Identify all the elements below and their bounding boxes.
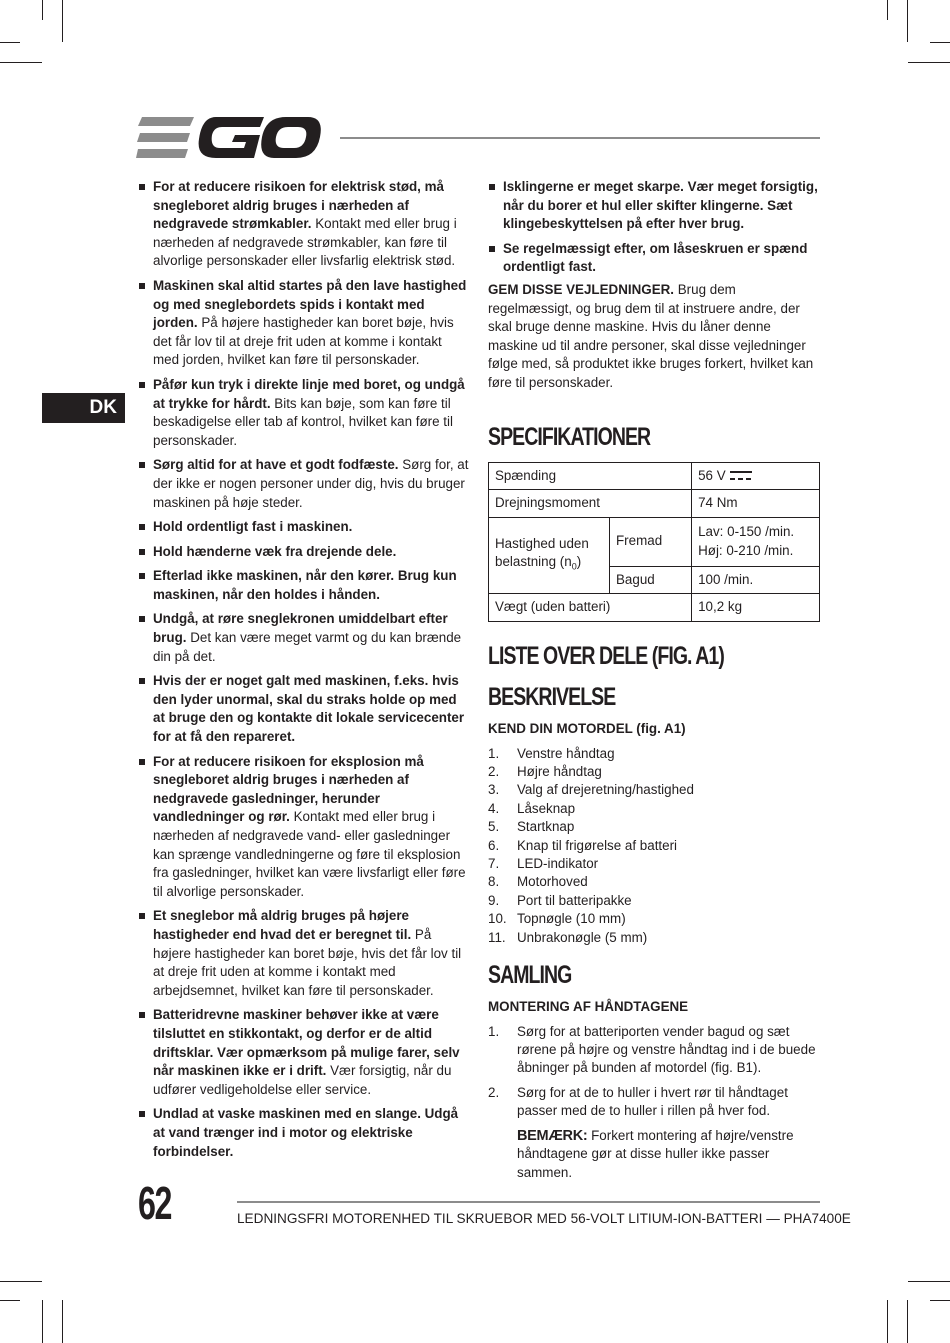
spec-table (488, 462, 820, 622)
bullet-square-icon (139, 462, 145, 468)
crop-mark (907, 1300, 908, 1343)
parts-list (488, 745, 820, 947)
bullet-square-icon (139, 759, 145, 765)
safety-bullet (488, 240, 820, 277)
item-text: LED-indikator (517, 855, 599, 871)
speed-label (489, 517, 610, 594)
item-text: Valg af drejeretning/hastighed (517, 782, 694, 798)
spec-heading: SPECIFIKATIONER (488, 422, 651, 451)
bullet-text: Sørg for, at der ikke er nogen personer under dig, hvis du bruger maskinen på høje steder. (153, 457, 469, 510)
crop-mark (887, 0, 888, 20)
item-number: 9. (488, 892, 500, 908)
safety-bullet-list-continued (488, 178, 820, 277)
voltage-value (692, 462, 820, 490)
torque-label: Drejningsmoment (489, 490, 692, 518)
item-number: 4. (488, 800, 500, 816)
item-text: Sørg for at batteriporten vender bagud og sæt rørene på højre og venstre håndtag ind i de buede åbninger på bunden af motordel (fig. B1). (517, 1023, 816, 1076)
safety-bullet (138, 178, 470, 271)
bullet-bold-text: Se regelmæssigt efter, om låseskruen er spænd ordentligt fast. (503, 240, 808, 275)
item-text: Topnøgle (10 mm) (517, 911, 626, 927)
list-item (488, 763, 820, 781)
crop-mark (0, 1281, 42, 1282)
bullet-text: Kontakt med eller brug i nærheden af nedgravede vand- eller gasledninger kan sprænge vandledningerne og føre til eksplosion fra gasledninger, hvilket kan være livsfarligt eller føre til alvorlige personskader. (153, 809, 466, 899)
item-number: 11. (488, 929, 506, 945)
parts-subheading: KEND DIN MOTORDEL (fig. A1) (488, 720, 686, 736)
bullet-square-icon (139, 549, 145, 555)
page-number: 62 (138, 1177, 172, 1229)
bullet-bold-text: Hold ordentligt fast i maskinen. (153, 519, 353, 535)
footer-rule (237, 1201, 820, 1203)
safety-bullet (138, 610, 470, 666)
safety-bullet (138, 277, 470, 370)
bullet-bold-text: For at reducere risikoen for eksplosion må snegleboret aldrig bruges i nærheden af nedgravede gasledninger, herunder vandledninger og rør. (153, 753, 424, 825)
voltage-value-text: 56 V (698, 467, 726, 483)
crop-mark (930, 1300, 950, 1301)
dc-symbol-icon (730, 470, 752, 482)
forward-label: Fremad (610, 517, 692, 566)
bullet-text: På højere hastigheder kan boret bøje, hvis det får lov til at dreje frit uden at komme i kontakt med arbejdsemnet, hvilket kan føre til personskader. (153, 926, 462, 998)
item-text: Port til batteripakke (517, 892, 632, 908)
footer-title: LEDNINGSFRI MOTORENHED TIL SKRUEBOR MED 56-VOLT LITIUM-ION-BATTERI — PHA7400E (237, 1211, 851, 1226)
safety-bullet (138, 543, 470, 562)
crop-mark (42, 0, 43, 20)
bullet-square-icon (139, 573, 145, 579)
list-item (488, 781, 820, 799)
table-row (489, 462, 820, 490)
bullet-bold-text: Isklingerne er meget skarpe. Vær meget forsigtig, når du borer et hul eller skifter klingerne. Sæt klingebeskyttelsen på efter hver brug. (503, 179, 818, 232)
list-item (488, 873, 820, 891)
torque-value: 74 Nm (692, 490, 820, 518)
left-column (138, 178, 470, 1167)
note-text: Forkert montering af højre/venstre håndtagene gør at disse huller ikke passer sammen. (517, 1127, 794, 1180)
bullet-square-icon (139, 184, 145, 190)
crop-mark (0, 62, 42, 63)
list-item (488, 929, 820, 947)
ego-logo (136, 115, 322, 161)
bullet-bold-text: Undgå, at røre sneglekronen umiddelbart efter brug. (153, 611, 448, 646)
item-number: 5. (488, 819, 500, 835)
bullet-bold-text: Maskinen skal altid startes på den lave hastighed og med sneglebordets spids i kontakt med jorden. (153, 277, 467, 331)
item-number: 10. (488, 911, 507, 927)
table-row (489, 594, 820, 622)
reverse-value: 100 /min. (692, 566, 820, 594)
item-number: 1. (488, 745, 500, 761)
save-instructions (488, 281, 820, 393)
bullet-square-icon (489, 184, 495, 190)
item-text: Knap til frigørelse af batteri (517, 837, 678, 853)
crop-mark (62, 1300, 63, 1343)
list-item (488, 910, 820, 928)
crop-mark (62, 0, 63, 42)
assembly-note (517, 1127, 820, 1183)
item-text: Motorhoved (517, 874, 588, 890)
assembly-subheading: MONTERING AF HÅNDTAGENE (488, 998, 689, 1014)
list-item (488, 855, 820, 873)
safety-bullet (138, 567, 470, 604)
forward-high: Høj: 0-210 /min. (698, 542, 794, 558)
item-number: 6. (488, 837, 500, 853)
speed-label-close: ) (576, 554, 582, 570)
bullet-square-icon (139, 1111, 145, 1117)
crop-mark (42, 1300, 43, 1343)
header-rule (340, 137, 820, 139)
assembly-step (488, 1023, 820, 1078)
bullet-bold-text: Undlad at vaske maskinen med en slange. Udgå at vand trænger ind i motor og elektriske forbindelser. (153, 1106, 459, 1159)
item-text: Venstre håndtag (517, 745, 615, 761)
safety-bullet (138, 518, 470, 537)
bullet-bold-text: Sørg altid for at have et godt fodfæste. (153, 457, 399, 473)
safety-bullet (138, 456, 470, 512)
item-number: 3. (488, 782, 500, 798)
bullet-square-icon (489, 246, 495, 252)
weight-label: Vægt (uden batteri) (489, 594, 692, 622)
assembly-steps (488, 1023, 820, 1121)
item-number: 1. (488, 1023, 500, 1039)
bullet-bold-text: Hvis der er noget galt med maskinen, f.eks. hvis den lyder unormal, skal du straks holde op med at bruge den og kontakte dit lokale servicecenter for at få den repareret. (153, 673, 465, 745)
crop-mark (907, 0, 908, 42)
safety-bullet (138, 753, 470, 902)
reverse-label: Bagud (610, 566, 692, 594)
note-label: BEMÆRK: (517, 1127, 588, 1144)
bullet-square-icon (139, 1012, 145, 1018)
item-number: 7. (488, 855, 500, 871)
bullet-square-icon (139, 678, 145, 684)
language-tab: DK (42, 393, 125, 423)
item-text: Startknap (517, 819, 575, 835)
parts-heading: LISTE OVER DELE (FIG. A1) (488, 641, 724, 670)
speed-label-text: Hastighed uden belastning (n (495, 535, 589, 570)
safety-bullet (138, 672, 470, 746)
item-text: Unbrakonøgle (5 mm) (517, 929, 648, 945)
right-column (488, 178, 820, 1182)
bullet-bold-text: Påfør kun tryk i direkte linje med boret, og undgå at trykke for hårdt. (153, 376, 465, 411)
item-text: Låseknap (517, 800, 576, 816)
bullet-square-icon (139, 283, 145, 289)
table-row (489, 490, 820, 518)
safety-bullet-list (138, 178, 470, 1161)
assembly-heading: SAMLING (488, 960, 572, 989)
save-instructions-heading: GEM DISSE VEJLEDNINGER. (488, 281, 675, 297)
bullet-square-icon (139, 616, 145, 622)
item-text: Sørg for at de to huller i hvert rør til håndtaget passer med de to huller i rillen på hver fod. (517, 1084, 788, 1119)
list-item (488, 837, 820, 855)
bullet-square-icon (139, 524, 145, 530)
safety-bullet (138, 376, 470, 450)
forward-value (692, 517, 820, 566)
bullet-bold-text: For at reducere risikoen for elektrisk stød, må snegleboret aldrig bruges i nærheden af nedgravede strømkabler. (153, 179, 444, 232)
crop-mark (887, 1300, 888, 1343)
bullet-bold-text: Batteridrevne maskiner behøver ikke at være tilsluttet en stikkontakt, og derfor er de altid driftsklar. Vær opmærksom på mulige farer, selv når maskinen ikke er i drift. (153, 1007, 460, 1079)
bullet-text: Det kan være meget varmt og du kan brænde din på det. (153, 630, 462, 664)
bullet-text: Bits kan bøje, som kan føre til beskadigelse eller tab af kontrol, hvilket kan føre til personskader. (153, 395, 453, 448)
bullet-text: Kontakt med eller brug i nærheden af nedgravede strømkabler, kan føre til alvorlige personskader eller livsfarlig elektrisk stød. (153, 216, 457, 269)
bullet-text: Vær forsigtig, når du udfører vedligeholdelse eller service. (153, 1063, 452, 1097)
item-number: 2. (488, 763, 500, 779)
save-instructions-text: Brug dem regelmæssigt, og brug dem til at instruere andre, der skal bruge denne maskine. Hvis du låner denne maskine ud til andre personer, skal disse vejledninger følge med, så produktet ikke bruges forkert, hvilket kan føre til personskader. (488, 281, 814, 390)
bullet-bold-text: Efterlad ikke maskinen, når den kører. Brug kun maskinen, når den holdes i hånden. (153, 568, 457, 602)
safety-bullet (138, 907, 470, 1000)
item-number: 2. (488, 1084, 500, 1100)
list-item (488, 892, 820, 910)
bullet-bold-text: Et sneglebor må aldrig bruges på højere hastigheder end hvad det er beregnet til. (153, 908, 412, 942)
crop-mark (908, 1281, 950, 1282)
safety-bullet (488, 178, 820, 234)
bullet-square-icon (139, 913, 145, 919)
bullet-square-icon (139, 382, 145, 388)
assembly-step (488, 1084, 820, 1121)
voltage-label: Spænding (489, 462, 692, 490)
list-item (488, 800, 820, 818)
safety-bullet (138, 1105, 470, 1161)
crop-mark (930, 42, 950, 43)
forward-low: Lav: 0-150 /min. (698, 524, 795, 540)
bullet-text: På højere hastigheder kan boret bøje, hvis det får lov til at dreje frit uden at komme i kontakt med jorden, hvilket kan føre til personskader. (153, 315, 454, 368)
bullet-bold-text: Hold hænderne væk fra drejende dele. (153, 543, 397, 559)
list-item (488, 745, 820, 763)
weight-value: 10,2 kg (692, 594, 820, 622)
crop-mark (0, 1300, 20, 1301)
list-item (488, 818, 820, 836)
description-heading: BESKRIVELSE (488, 682, 616, 711)
crop-mark (0, 42, 20, 43)
table-row (489, 517, 820, 566)
item-text: Højre håndtag (517, 763, 602, 779)
item-number: 8. (488, 874, 500, 890)
crop-mark (908, 62, 950, 63)
safety-bullet (138, 1006, 470, 1099)
speed-label-sub: 0 (571, 561, 577, 572)
